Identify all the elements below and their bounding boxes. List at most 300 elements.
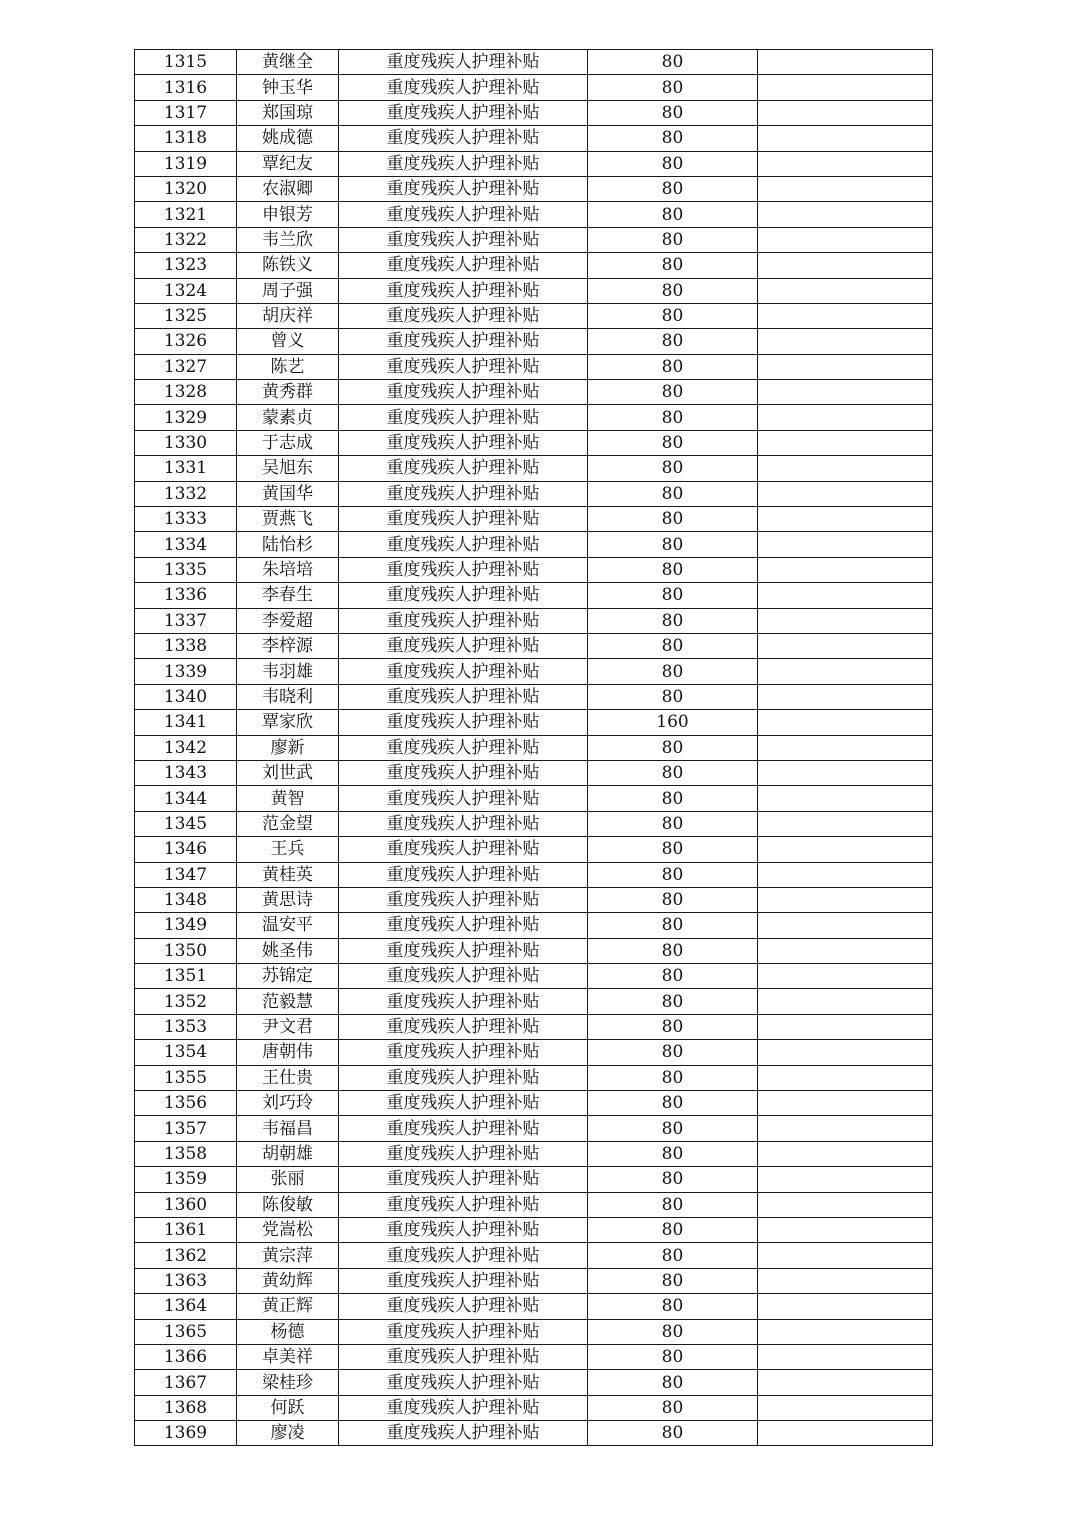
cell-subsidy-type: 重度残疾人护理补贴: [339, 1014, 588, 1039]
table-row: [135, 303, 933, 328]
cell-remark: [758, 583, 933, 608]
cell-person-name: 黄继全: [237, 50, 339, 75]
table-row: [135, 329, 933, 354]
cell-remark: [758, 50, 933, 75]
cell-person-name: 唐朝伟: [237, 1040, 339, 1065]
cell-person-name: 黄正辉: [237, 1294, 339, 1319]
cell-remark: [758, 227, 933, 252]
table-row: [135, 176, 933, 201]
cell-subsidy-type: 重度残疾人护理补贴: [339, 633, 588, 658]
table-body: [135, 50, 933, 1446]
cell-subsidy-type: 重度残疾人护理补贴: [339, 837, 588, 862]
cell-remark: [758, 151, 933, 176]
cell-amount: 80: [588, 1217, 758, 1242]
cell-serial-number: 1363: [135, 1268, 237, 1293]
cell-remark: [758, 1268, 933, 1293]
cell-serial-number: 1350: [135, 938, 237, 963]
cell-person-name: 黄思诗: [237, 887, 339, 912]
cell-serial-number: 1348: [135, 887, 237, 912]
cell-subsidy-type: 重度残疾人护理补贴: [339, 100, 588, 125]
cell-amount: 80: [588, 1091, 758, 1116]
table-row: [135, 1014, 933, 1039]
table-row: [135, 1421, 933, 1446]
cell-remark: [758, 1294, 933, 1319]
table-row: [135, 710, 933, 735]
cell-remark: [758, 430, 933, 455]
cell-subsidy-type: 重度残疾人护理补贴: [339, 760, 588, 785]
cell-remark: [758, 557, 933, 582]
cell-remark: [758, 202, 933, 227]
cell-remark: [758, 1116, 933, 1141]
cell-subsidy-type: 重度残疾人护理补贴: [339, 1294, 588, 1319]
cell-remark: [758, 1167, 933, 1192]
cell-serial-number: 1360: [135, 1192, 237, 1217]
table-row: [135, 253, 933, 278]
cell-serial-number: 1334: [135, 532, 237, 557]
table-row: [135, 227, 933, 252]
cell-amount: 80: [588, 659, 758, 684]
cell-subsidy-type: 重度残疾人护理补贴: [339, 253, 588, 278]
cell-person-name: 王兵: [237, 837, 339, 862]
cell-remark: [758, 456, 933, 481]
cell-remark: [758, 176, 933, 201]
cell-person-name: 李春生: [237, 583, 339, 608]
cell-serial-number: 1355: [135, 1065, 237, 1090]
cell-amount: 80: [588, 481, 758, 506]
cell-person-name: 黄桂英: [237, 862, 339, 887]
cell-subsidy-type: 重度残疾人护理补贴: [339, 1395, 588, 1420]
cell-person-name: 蒙素贞: [237, 405, 339, 430]
cell-serial-number: 1315: [135, 50, 237, 75]
cell-serial-number: 1331: [135, 456, 237, 481]
cell-amount: 80: [588, 456, 758, 481]
cell-serial-number: 1325: [135, 303, 237, 328]
cell-person-name: 尹文君: [237, 1014, 339, 1039]
cell-subsidy-type: 重度残疾人护理补贴: [339, 1421, 588, 1446]
cell-subsidy-type: 重度残疾人护理补贴: [339, 938, 588, 963]
table-row: [135, 1268, 933, 1293]
cell-amount: 80: [588, 354, 758, 379]
cell-amount: 80: [588, 176, 758, 201]
cell-remark: [758, 1040, 933, 1065]
table-row: [135, 684, 933, 709]
cell-serial-number: 1321: [135, 202, 237, 227]
cell-remark: [758, 710, 933, 735]
table-row: [135, 633, 933, 658]
cell-amount: 80: [588, 532, 758, 557]
cell-amount: 80: [588, 1116, 758, 1141]
cell-serial-number: 1364: [135, 1294, 237, 1319]
cell-subsidy-type: 重度残疾人护理补贴: [339, 1344, 588, 1369]
cell-serial-number: 1333: [135, 507, 237, 532]
cell-serial-number: 1349: [135, 913, 237, 938]
cell-amount: 80: [588, 1421, 758, 1446]
cell-serial-number: 1365: [135, 1319, 237, 1344]
cell-amount: 80: [588, 1192, 758, 1217]
cell-amount: 80: [588, 380, 758, 405]
cell-amount: 80: [588, 75, 758, 100]
cell-subsidy-type: 重度残疾人护理补贴: [339, 75, 588, 100]
cell-amount: 80: [588, 1268, 758, 1293]
cell-subsidy-type: 重度残疾人护理补贴: [339, 1192, 588, 1217]
cell-subsidy-type: 重度残疾人护理补贴: [339, 126, 588, 151]
cell-remark: [758, 1192, 933, 1217]
cell-person-name: 黄智: [237, 786, 339, 811]
cell-remark: [758, 1370, 933, 1395]
cell-amount: 80: [588, 557, 758, 582]
cell-person-name: 韦福昌: [237, 1116, 339, 1141]
table-row: [135, 1065, 933, 1090]
cell-amount: 80: [588, 583, 758, 608]
cell-remark: [758, 1065, 933, 1090]
subsidy-table: [134, 49, 933, 1446]
cell-subsidy-type: 重度残疾人护理补贴: [339, 202, 588, 227]
table-row: [135, 405, 933, 430]
cell-serial-number: 1342: [135, 735, 237, 760]
cell-serial-number: 1324: [135, 278, 237, 303]
cell-amount: 80: [588, 786, 758, 811]
cell-amount: 80: [588, 837, 758, 862]
table-row: [135, 202, 933, 227]
cell-amount: 80: [588, 1319, 758, 1344]
cell-subsidy-type: 重度残疾人护理补贴: [339, 583, 588, 608]
cell-remark: [758, 1421, 933, 1446]
cell-amount: 80: [588, 913, 758, 938]
cell-subsidy-type: 重度残疾人护理补贴: [339, 811, 588, 836]
cell-person-name: 黄秀群: [237, 380, 339, 405]
cell-subsidy-type: 重度残疾人护理补贴: [339, 151, 588, 176]
cell-person-name: 陈艺: [237, 354, 339, 379]
cell-remark: [758, 278, 933, 303]
cell-remark: [758, 659, 933, 684]
table-row: [135, 1217, 933, 1242]
cell-serial-number: 1368: [135, 1395, 237, 1420]
cell-subsidy-type: 重度残疾人护理补贴: [339, 1167, 588, 1192]
table-row: [135, 557, 933, 582]
table-row: [135, 380, 933, 405]
cell-person-name: 韦羽雄: [237, 659, 339, 684]
cell-amount: 160: [588, 710, 758, 735]
cell-serial-number: 1332: [135, 481, 237, 506]
table-row: [135, 1319, 933, 1344]
cell-serial-number: 1361: [135, 1217, 237, 1242]
cell-serial-number: 1316: [135, 75, 237, 100]
cell-subsidy-type: 重度残疾人护理补贴: [339, 964, 588, 989]
cell-amount: 80: [588, 608, 758, 633]
cell-remark: [758, 1319, 933, 1344]
cell-serial-number: 1339: [135, 659, 237, 684]
cell-remark: [758, 964, 933, 989]
cell-person-name: 王仕贵: [237, 1065, 339, 1090]
cell-subsidy-type: 重度残疾人护理补贴: [339, 405, 588, 430]
cell-subsidy-type: 重度残疾人护理补贴: [339, 456, 588, 481]
cell-serial-number: 1337: [135, 608, 237, 633]
cell-amount: 80: [588, 1141, 758, 1166]
cell-person-name: 党嵩松: [237, 1217, 339, 1242]
cell-subsidy-type: 重度残疾人护理补贴: [339, 532, 588, 557]
table-row: [135, 278, 933, 303]
cell-subsidy-type: 重度残疾人护理补贴: [339, 735, 588, 760]
cell-subsidy-type: 重度残疾人护理补贴: [339, 278, 588, 303]
cell-person-name: 陈俊敏: [237, 1192, 339, 1217]
cell-subsidy-type: 重度残疾人护理补贴: [339, 303, 588, 328]
cell-subsidy-type: 重度残疾人护理补贴: [339, 684, 588, 709]
cell-remark: [758, 481, 933, 506]
table-row: [135, 964, 933, 989]
cell-remark: [758, 684, 933, 709]
cell-person-name: 于志成: [237, 430, 339, 455]
cell-person-name: 周子强: [237, 278, 339, 303]
table-row: [135, 837, 933, 862]
table-row: [135, 430, 933, 455]
cell-remark: [758, 811, 933, 836]
cell-person-name: 陈铁义: [237, 253, 339, 278]
cell-serial-number: 1351: [135, 964, 237, 989]
cell-amount: 80: [588, 1344, 758, 1369]
cell-remark: [758, 786, 933, 811]
cell-remark: [758, 633, 933, 658]
cell-serial-number: 1359: [135, 1167, 237, 1192]
cell-person-name: 郑国琼: [237, 100, 339, 125]
cell-subsidy-type: 重度残疾人护理补贴: [339, 1141, 588, 1166]
cell-amount: 80: [588, 1014, 758, 1039]
cell-amount: 80: [588, 151, 758, 176]
table-row: [135, 735, 933, 760]
cell-serial-number: 1336: [135, 583, 237, 608]
table-row: [135, 938, 933, 963]
cell-remark: [758, 1091, 933, 1116]
cell-person-name: 姚成德: [237, 126, 339, 151]
cell-remark: [758, 303, 933, 328]
cell-amount: 80: [588, 253, 758, 278]
cell-amount: 80: [588, 50, 758, 75]
cell-person-name: 范金望: [237, 811, 339, 836]
cell-amount: 80: [588, 430, 758, 455]
cell-person-name: 胡庆祥: [237, 303, 339, 328]
cell-subsidy-type: 重度残疾人护理补贴: [339, 329, 588, 354]
cell-amount: 80: [588, 227, 758, 252]
table-row: [135, 760, 933, 785]
table-row: [135, 608, 933, 633]
cell-amount: 80: [588, 811, 758, 836]
cell-person-name: 廖新: [237, 735, 339, 760]
cell-amount: 80: [588, 735, 758, 760]
cell-serial-number: 1322: [135, 227, 237, 252]
cell-serial-number: 1344: [135, 786, 237, 811]
cell-person-name: 卓美祥: [237, 1344, 339, 1369]
cell-serial-number: 1367: [135, 1370, 237, 1395]
cell-remark: [758, 608, 933, 633]
cell-remark: [758, 532, 933, 557]
table-row: [135, 862, 933, 887]
cell-person-name: 姚圣伟: [237, 938, 339, 963]
cell-serial-number: 1318: [135, 126, 237, 151]
cell-remark: [758, 989, 933, 1014]
cell-subsidy-type: 重度残疾人护理补贴: [339, 887, 588, 912]
cell-subsidy-type: 重度残疾人护理补贴: [339, 659, 588, 684]
cell-subsidy-type: 重度残疾人护理补贴: [339, 50, 588, 75]
cell-remark: [758, 837, 933, 862]
cell-subsidy-type: 重度残疾人护理补贴: [339, 380, 588, 405]
cell-remark: [758, 380, 933, 405]
cell-subsidy-type: 重度残疾人护理补贴: [339, 1116, 588, 1141]
cell-remark: [758, 329, 933, 354]
cell-serial-number: 1366: [135, 1344, 237, 1369]
cell-serial-number: 1353: [135, 1014, 237, 1039]
cell-amount: 80: [588, 329, 758, 354]
table-row: [135, 1141, 933, 1166]
table-row: [135, 1370, 933, 1395]
cell-remark: [758, 507, 933, 532]
cell-amount: 80: [588, 1395, 758, 1420]
table-row: [135, 989, 933, 1014]
cell-remark: [758, 862, 933, 887]
cell-person-name: 苏锦定: [237, 964, 339, 989]
table-row: [135, 1167, 933, 1192]
cell-person-name: 韦晓利: [237, 684, 339, 709]
cell-person-name: 贾燕飞: [237, 507, 339, 532]
cell-serial-number: 1347: [135, 862, 237, 887]
cell-serial-number: 1345: [135, 811, 237, 836]
cell-remark: [758, 126, 933, 151]
table-row: [135, 583, 933, 608]
cell-amount: 80: [588, 100, 758, 125]
cell-remark: [758, 1014, 933, 1039]
table-row: [135, 481, 933, 506]
cell-serial-number: 1330: [135, 430, 237, 455]
cell-amount: 80: [588, 507, 758, 532]
cell-subsidy-type: 重度残疾人护理补贴: [339, 989, 588, 1014]
cell-subsidy-type: 重度残疾人护理补贴: [339, 1268, 588, 1293]
cell-subsidy-type: 重度残疾人护理补贴: [339, 1040, 588, 1065]
cell-remark: [758, 760, 933, 785]
table-row: [135, 1243, 933, 1268]
cell-remark: [758, 887, 933, 912]
table-row: [135, 354, 933, 379]
cell-person-name: 韦兰欣: [237, 227, 339, 252]
cell-person-name: 何跃: [237, 1395, 339, 1420]
cell-subsidy-type: 重度残疾人护理补贴: [339, 862, 588, 887]
cell-person-name: 黄宗萍: [237, 1243, 339, 1268]
cell-serial-number: 1340: [135, 684, 237, 709]
cell-serial-number: 1346: [135, 837, 237, 862]
table-row: [135, 1091, 933, 1116]
table-row: [135, 100, 933, 125]
cell-amount: 80: [588, 1040, 758, 1065]
cell-subsidy-type: 重度残疾人护理补贴: [339, 786, 588, 811]
cell-remark: [758, 405, 933, 430]
cell-amount: 80: [588, 684, 758, 709]
cell-serial-number: 1354: [135, 1040, 237, 1065]
cell-amount: 80: [588, 938, 758, 963]
cell-remark: [758, 75, 933, 100]
cell-subsidy-type: 重度残疾人护理补贴: [339, 176, 588, 201]
table-row: [135, 507, 933, 532]
cell-remark: [758, 913, 933, 938]
cell-subsidy-type: 重度残疾人护理补贴: [339, 1243, 588, 1268]
cell-serial-number: 1338: [135, 633, 237, 658]
cell-amount: 80: [588, 989, 758, 1014]
cell-amount: 80: [588, 405, 758, 430]
cell-subsidy-type: 重度残疾人护理补贴: [339, 1319, 588, 1344]
cell-person-name: 胡朝雄: [237, 1141, 339, 1166]
cell-remark: [758, 1395, 933, 1420]
cell-person-name: 陆怡杉: [237, 532, 339, 557]
cell-remark: [758, 354, 933, 379]
cell-person-name: 范毅慧: [237, 989, 339, 1014]
cell-subsidy-type: 重度残疾人护理补贴: [339, 557, 588, 582]
cell-serial-number: 1362: [135, 1243, 237, 1268]
cell-subsidy-type: 重度残疾人护理补贴: [339, 1370, 588, 1395]
cell-amount: 80: [588, 760, 758, 785]
table-row: [135, 887, 933, 912]
cell-serial-number: 1323: [135, 253, 237, 278]
cell-serial-number: 1326: [135, 329, 237, 354]
cell-amount: 80: [588, 633, 758, 658]
cell-subsidy-type: 重度残疾人护理补贴: [339, 608, 588, 633]
cell-serial-number: 1329: [135, 405, 237, 430]
cell-remark: [758, 938, 933, 963]
cell-subsidy-type: 重度残疾人护理补贴: [339, 1091, 588, 1116]
cell-person-name: 钟玉华: [237, 75, 339, 100]
cell-person-name: 朱培培: [237, 557, 339, 582]
table-row: [135, 659, 933, 684]
cell-serial-number: 1327: [135, 354, 237, 379]
cell-person-name: 吴旭东: [237, 456, 339, 481]
cell-person-name: 申银芳: [237, 202, 339, 227]
cell-serial-number: 1356: [135, 1091, 237, 1116]
cell-amount: 80: [588, 1370, 758, 1395]
cell-person-name: 温安平: [237, 913, 339, 938]
cell-person-name: 覃纪友: [237, 151, 339, 176]
table-row: [135, 456, 933, 481]
cell-serial-number: 1328: [135, 380, 237, 405]
cell-subsidy-type: 重度残疾人护理补贴: [339, 913, 588, 938]
cell-remark: [758, 735, 933, 760]
cell-amount: 80: [588, 126, 758, 151]
cell-person-name: 梁桂珍: [237, 1370, 339, 1395]
table-row: [135, 1116, 933, 1141]
cell-subsidy-type: 重度残疾人护理补贴: [339, 227, 588, 252]
table-row: [135, 913, 933, 938]
cell-subsidy-type: 重度残疾人护理补贴: [339, 507, 588, 532]
cell-subsidy-type: 重度残疾人护理补贴: [339, 710, 588, 735]
cell-amount: 80: [588, 1167, 758, 1192]
cell-amount: 80: [588, 278, 758, 303]
cell-amount: 80: [588, 1243, 758, 1268]
table-row: [135, 811, 933, 836]
cell-amount: 80: [588, 964, 758, 989]
table-row: [135, 1040, 933, 1065]
cell-serial-number: 1319: [135, 151, 237, 176]
table-row: [135, 151, 933, 176]
cell-person-name: 曾义: [237, 329, 339, 354]
cell-serial-number: 1320: [135, 176, 237, 201]
cell-remark: [758, 253, 933, 278]
cell-person-name: 张丽: [237, 1167, 339, 1192]
cell-serial-number: 1317: [135, 100, 237, 125]
table-row: [135, 1192, 933, 1217]
cell-remark: [758, 1243, 933, 1268]
cell-person-name: 杨德: [237, 1319, 339, 1344]
cell-subsidy-type: 重度残疾人护理补贴: [339, 430, 588, 455]
cell-serial-number: 1358: [135, 1141, 237, 1166]
cell-person-name: 黄幼辉: [237, 1268, 339, 1293]
cell-serial-number: 1357: [135, 1116, 237, 1141]
table-row: [135, 50, 933, 75]
cell-amount: 80: [588, 887, 758, 912]
cell-person-name: 廖凌: [237, 1421, 339, 1446]
